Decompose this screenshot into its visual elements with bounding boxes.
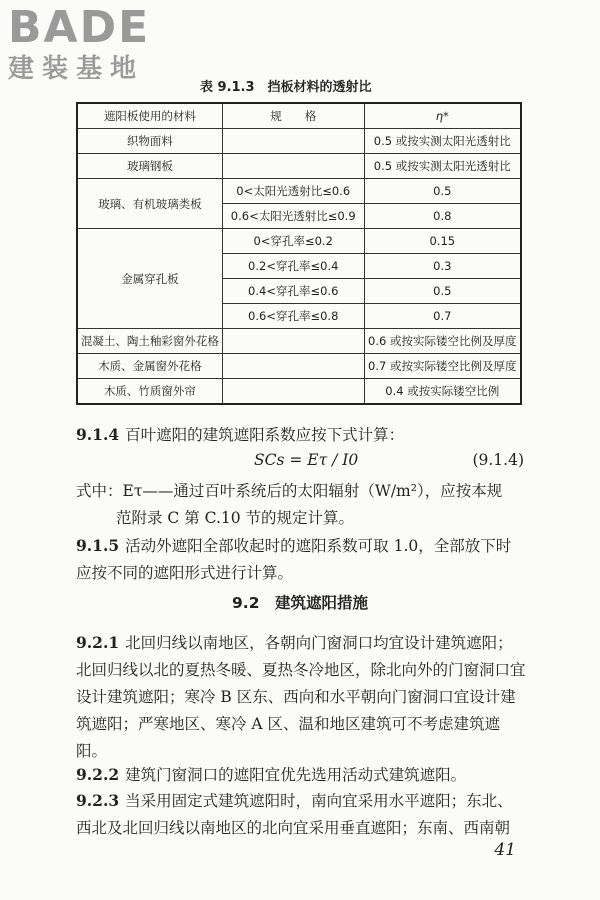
bade-logo [8, 4, 183, 84]
clause-text: 当采用固定式建筑遮阳时，南向宜采用水平遮阳；东北、西北及北回归线以南地区的北向宜采用垂直遮阳；东南、西南朝 [76, 792, 513, 837]
cell-material: 混凝土、陶土釉彩窗外花格 [77, 329, 222, 354]
header-material: 遮阳板使用的材料 [77, 103, 222, 129]
cell-value: 0.3 [364, 254, 521, 279]
cell-spec [222, 379, 364, 405]
clause-text: 活动外遮阳全部收起时的遮阳系数可取 1.0，全部放下时应按不同的遮阳形式进行计算。 [76, 537, 512, 582]
cell-spec: 0.6<太阳光透射比≤0.9 [222, 204, 364, 229]
cell-value: 0.4 或按实际镂空比例 [364, 379, 521, 405]
clause-number: 9.2.1 [76, 633, 120, 652]
clause-text: 百叶遮阳的建筑遮阳系数应按下式计算： [125, 426, 405, 444]
page-number: 41 [494, 840, 516, 860]
table-row [77, 154, 521, 179]
cell-spec [222, 329, 364, 354]
cell-value: 0.5 或按实测太阳光透射比 [364, 129, 521, 154]
cell-spec: 0<穿孔率≤0.2 [222, 229, 364, 254]
cell-value: 0.7 [364, 304, 521, 329]
cell-value: 0.5 [364, 279, 521, 304]
formula-note-line1: 式中：Eτ——通过百叶系统后的太阳辐射（W/m²），应按本规 [76, 482, 503, 500]
cell-material: 玻璃、有机玻璃类板 [77, 179, 222, 229]
cell-material: 织物面料 [77, 129, 222, 154]
cell-spec: 0.4<穿孔率≤0.6 [222, 279, 364, 304]
clause-9-2-2 [76, 761, 526, 789]
clause-number: 9.2.2 [76, 765, 120, 784]
transmittance-table [76, 102, 522, 405]
cell-value: 0.6 或按实际镂空比例及厚度 [364, 329, 521, 354]
clause-9-1-4 [76, 421, 526, 449]
table-row [77, 379, 521, 405]
table-row [77, 179, 521, 204]
clause-text: 北回归线以南地区，各朝向门窗洞口均宜设计建筑遮阳；北回归线以北的夏热冬暖、夏热冬冷地区，除北向外的门窗洞口宜设计建筑遮阳；寒冷 B 区东、西向和水平朝向门窗洞口宜设计建筑遮阳；严寒地区、寒冷 A 区、温和地区建筑可不考虑建筑遮阳。 [76, 634, 526, 760]
clause-number: 9.1.4 [76, 425, 120, 444]
cell-spec [222, 154, 364, 179]
cell-value: 0.7 或按实际镂空比例及厚度 [364, 354, 521, 379]
header-eta: η* [364, 103, 521, 129]
clause-number: 9.1.5 [76, 536, 120, 555]
formula-number: (9.1.4) [472, 451, 524, 469]
cell-material: 金属穿孔板 [77, 229, 222, 329]
formula-expression: SCs = Eτ / I0 [254, 451, 359, 469]
cell-material: 木质、竹质窗外帘 [77, 379, 222, 405]
cell-spec [222, 354, 364, 379]
clause-text: 建筑门窗洞口的遮阳宜优先选用活动式建筑遮阳。 [125, 766, 467, 784]
cell-value: 0.5 [364, 179, 521, 204]
table-row [77, 354, 521, 379]
clause-9-2-1 [76, 629, 526, 765]
clause-9-1-5 [76, 532, 526, 587]
formula-note-line2: 范附录 C 第 C.10 节的规定计算。 [116, 509, 355, 527]
cell-spec: 0.6<穿孔率≤0.8 [222, 304, 364, 329]
cell-spec: 0.2<穿孔率≤0.4 [222, 254, 364, 279]
header-spec: 规 格 [222, 103, 364, 129]
table-row [77, 329, 521, 354]
cell-value: 0.8 [364, 204, 521, 229]
section-heading: 9.2 建筑遮阳措施 [232, 594, 368, 612]
cell-material: 木质、金属窗外花格 [77, 354, 222, 379]
table-row [77, 229, 521, 254]
table-caption: 表 9.1.3 挡板材料的透射比 [200, 80, 372, 95]
clause-9-2-3 [76, 787, 526, 842]
table-header-row [77, 103, 521, 129]
formula-note [76, 478, 526, 532]
cell-spec [222, 129, 364, 154]
clause-number: 9.2.3 [76, 791, 120, 810]
logo-main-text: BADE [8, 2, 151, 53]
table-row [77, 129, 521, 154]
cell-spec: 0<太阳光透射比≤0.6 [222, 179, 364, 204]
cell-value: 0.5 或按实测太阳光透射比 [364, 154, 521, 179]
logo-sub-text: 建装基地 [8, 54, 145, 84]
cell-value: 0.15 [364, 229, 521, 254]
cell-material: 玻璃钢板 [77, 154, 222, 179]
